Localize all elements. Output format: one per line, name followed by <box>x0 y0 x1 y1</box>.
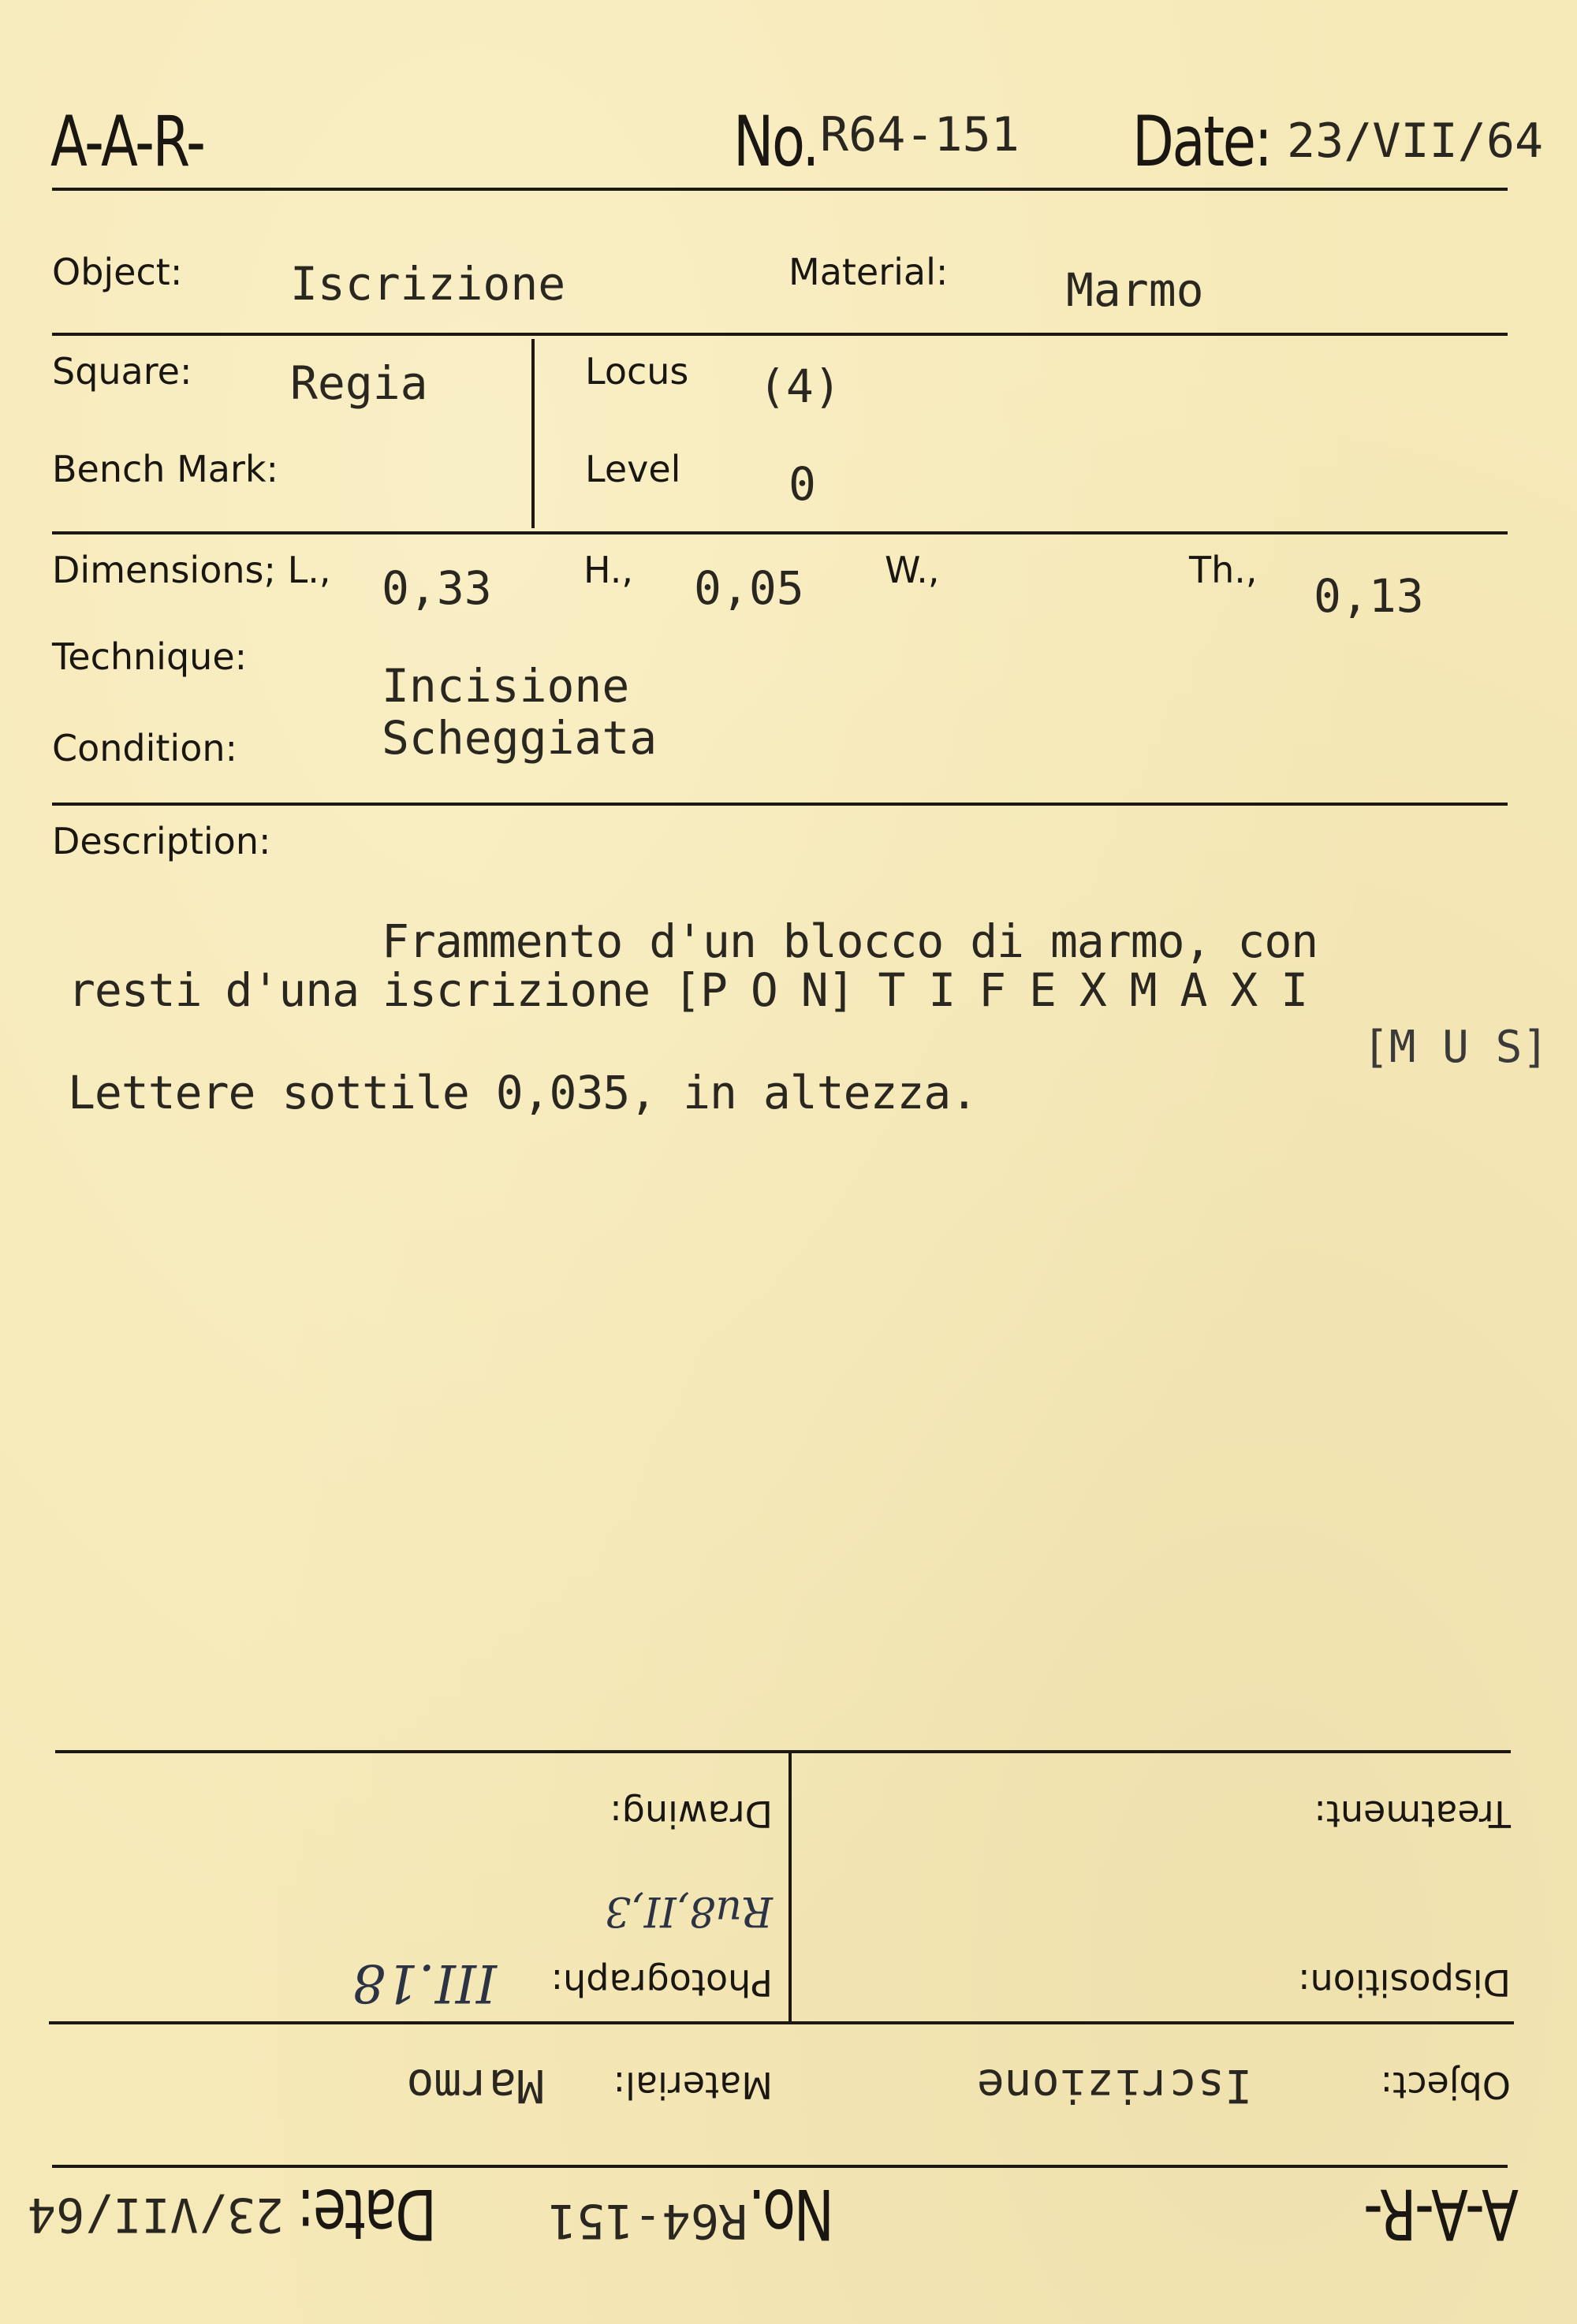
object-label: Object: <box>52 251 183 293</box>
inverted-disposition-label: Disposition: <box>1298 1961 1511 2004</box>
inverted-object-value: Iscrizione <box>976 2059 1252 2113</box>
org-code: A-A-R- <box>50 101 204 182</box>
technique-label: Technique: <box>52 635 248 678</box>
object-value: Iscrizione <box>290 257 566 311</box>
condition-value: Scheggiata <box>382 711 658 765</box>
description-line-1: Frammento d'un blocco di marmo, con <box>382 914 1318 968</box>
number-label: No. <box>733 101 818 182</box>
material-value: Marmo <box>1066 263 1204 317</box>
inverted-treatment-label: Treatment: <box>1314 1793 1511 1835</box>
inverted-date-label: Date: <box>298 2173 437 2255</box>
number-value: R64-151 <box>820 107 1020 162</box>
square-value: Regia <box>290 356 428 410</box>
square-label: Square: <box>52 350 192 393</box>
dimensions-width-label: W., <box>885 549 940 591</box>
dimensions-label: Dimensions; L., <box>52 549 331 591</box>
inverted-drawing-label: Drawing: <box>610 1793 773 1835</box>
inverted-material-label: Material: <box>613 2064 773 2106</box>
material-label: Material: <box>788 251 949 293</box>
inverted-number-value: R64-151 <box>548 2193 747 2248</box>
condition-label: Condition: <box>52 727 238 769</box>
dimensions-thickness-value: 0,13 <box>1314 569 1424 623</box>
technique-value: Incisione <box>382 659 630 713</box>
locus-value: (4) <box>759 359 841 413</box>
inverted-top-rule <box>55 1750 1511 1753</box>
date-value: 23/VII/64 <box>1287 114 1544 169</box>
inverted-divider <box>788 1750 792 2021</box>
dimensions-length-value: 0,33 <box>382 561 492 615</box>
locus-rule <box>52 531 1508 534</box>
description-line-3: [M U S] <box>1363 1022 1549 1073</box>
locus-label: Locus <box>585 350 689 393</box>
inverted-photograph-label: Photograph: <box>550 1961 773 2004</box>
level-label: Level <box>585 448 681 490</box>
condition-rule <box>52 803 1508 806</box>
inverted-object-label: Object: <box>1380 2064 1511 2106</box>
object-rule <box>52 333 1508 336</box>
inverted-reference-note: Ru8,II,3 <box>605 1887 773 1935</box>
header-rule <box>52 188 1508 191</box>
dimensions-thickness-label: Th., <box>1189 549 1258 591</box>
inverted-header-rule <box>52 2165 1508 2168</box>
date-label: Date: <box>1132 101 1271 182</box>
level-value: 0 <box>788 457 816 511</box>
inverted-material-value: Marmo <box>406 2059 544 2113</box>
inverted-photograph-value: III.18 <box>352 1953 497 2013</box>
inverted-section <box>0 1693 1577 2324</box>
description-label: Description: <box>52 820 271 862</box>
inverted-object-rule <box>49 2021 1514 2024</box>
inverted-date-value: 23/VII/64 <box>27 2187 284 2242</box>
square-divider <box>531 339 535 528</box>
inverted-number-label: No. <box>750 2173 834 2255</box>
dimensions-height-label: H., <box>583 549 634 591</box>
bench-mark-label: Bench Mark: <box>52 448 279 490</box>
inverted-org-code: A-A-R- <box>1365 2173 1519 2255</box>
description-line-2: resti d'una iscrizione [P O N] T I F E X M A X I <box>68 963 1308 1017</box>
dimensions-height-value: 0,05 <box>694 561 804 615</box>
description-line-4: Lettere sottile 0,035, in altezza. <box>68 1066 978 1119</box>
